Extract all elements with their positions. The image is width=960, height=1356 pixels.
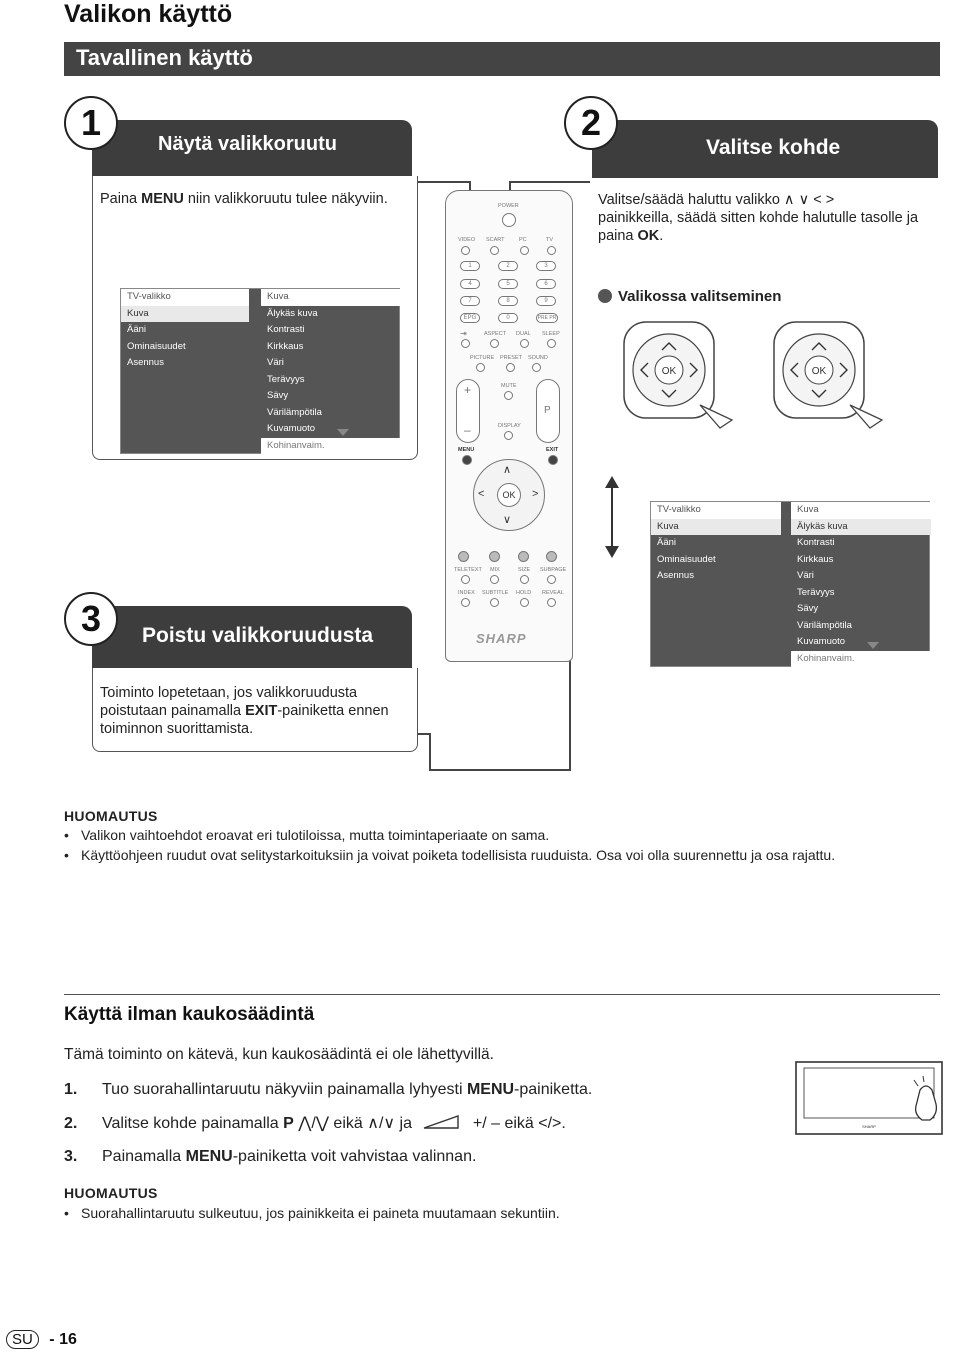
menu-label: MENU xyxy=(458,447,475,453)
digit-button[interactable]: 5 xyxy=(498,279,518,289)
teletext-label: TELETEXT xyxy=(454,567,482,573)
menu-left-column xyxy=(651,502,781,666)
menu-right-item[interactable]: Älykäs kuva xyxy=(791,519,931,536)
digit-button[interactable]: 2 xyxy=(498,261,518,271)
up-arrow-icon: ∧ xyxy=(503,464,512,476)
digit-button[interactable]: 9 xyxy=(536,296,556,306)
exit-label: EXIT xyxy=(546,447,559,453)
note-bullet: • Suorahallintaruutu sulkeutuu, jos painikkeita ei paineta muutamaan sekuntiin. xyxy=(64,1205,560,1221)
bullet-dot-icon xyxy=(598,289,612,303)
menu-left-item[interactable]: Kuva xyxy=(651,519,781,536)
menu-right-item[interactable]: Terävyys xyxy=(267,373,305,385)
digit-button[interactable]: 7 xyxy=(460,296,480,306)
color-button[interactable] xyxy=(489,551,500,562)
page-footer xyxy=(6,1330,77,1349)
page-title: Valikon käyttö xyxy=(64,0,233,28)
section-heading: Käyttä ilman kaukosäädintä xyxy=(64,1004,315,1025)
volume-wedge-icon xyxy=(422,1114,462,1130)
dual-button[interactable] xyxy=(520,339,529,348)
step1-number: 1 xyxy=(64,96,118,150)
reveal-label: REVEAL xyxy=(542,590,564,596)
size-label: SIZE xyxy=(518,567,531,573)
language-badge: SU xyxy=(6,1330,39,1349)
subtitle-button[interactable] xyxy=(490,598,499,607)
section-intro: Tämä toiminto on kätevä, kun kaukosäädintä ei ole lähettyvillä. xyxy=(64,1046,494,1063)
menu-right-item[interactable]: Kohinanvaim. xyxy=(791,651,931,668)
menu-left-item[interactable]: Ääni xyxy=(657,537,677,548)
step3-title: Poistu valikkoruudusta xyxy=(142,624,374,647)
menu-right-item[interactable]: Kirkkaus xyxy=(797,553,834,565)
input-label: VIDEO xyxy=(458,237,476,243)
preset-button[interactable] xyxy=(506,363,515,372)
menu-right-item[interactable]: Kuvamuoto xyxy=(797,636,846,647)
dual-label: DUAL xyxy=(516,331,531,337)
menu-left-item[interactable]: Ominaisuudet xyxy=(127,340,186,352)
menu-left-item[interactable]: Ominaisuudet xyxy=(657,553,716,565)
menu-screen-2 xyxy=(650,501,930,667)
scroll-down-icon xyxy=(337,429,349,436)
ok-button[interactable]: OK xyxy=(497,483,521,507)
svg-text:OK: OK xyxy=(661,366,677,377)
step2-header xyxy=(592,120,938,178)
hold-button[interactable] xyxy=(520,598,529,607)
note-title: HUOMAUTUS xyxy=(64,808,158,824)
sleep-label: SLEEP xyxy=(542,331,560,337)
step3-header xyxy=(92,606,412,668)
menu-right-item[interactable]: Terävyys xyxy=(797,586,835,598)
menu-right-item[interactable]: Sävy xyxy=(797,603,819,614)
picture-button[interactable] xyxy=(476,363,485,372)
svg-text:SHARP: SHARP xyxy=(862,1124,876,1129)
menu-left-item[interactable]: Kuva xyxy=(121,306,249,323)
index-label: INDEX xyxy=(458,590,475,596)
menu-right-item[interactable]: Väri xyxy=(797,570,814,581)
sound-label: SOUND xyxy=(528,355,548,361)
section-divider xyxy=(64,994,940,995)
dpad-icon xyxy=(624,322,732,428)
menu-left-header: TV-valikko xyxy=(651,502,781,519)
dpad-icon xyxy=(774,322,882,428)
input-button[interactable] xyxy=(490,246,499,255)
picture-label: PICTURE xyxy=(470,355,495,361)
digit-button[interactable]: 1 xyxy=(460,261,480,271)
tv-illustration xyxy=(792,1060,960,1140)
step1-header xyxy=(92,120,412,176)
subtitle-label: SUBTITLE xyxy=(482,590,509,596)
menu-right-item[interactable]: Kohinanvaim. xyxy=(261,438,401,455)
menu-right-item[interactable]: Kontrasti xyxy=(797,537,835,548)
volume-minus-icon: – xyxy=(464,423,471,437)
menu-right-item[interactable]: Kontrasti xyxy=(267,324,305,335)
down-arrow-icon: ∨ xyxy=(503,514,512,526)
menu-right-header: Kuva xyxy=(791,502,931,519)
page-number: - 16 xyxy=(49,1331,77,1348)
exit-button[interactable] xyxy=(548,455,558,465)
digit-button[interactable]: 4 xyxy=(460,279,480,289)
reveal-button[interactable] xyxy=(547,598,556,607)
menu-right-item[interactable]: Älykäs kuva xyxy=(267,307,318,319)
color-button[interactable] xyxy=(458,551,469,562)
dpad-illustrations xyxy=(620,320,930,430)
menu-right-column xyxy=(261,289,401,453)
subpage-label: SUBPAGE xyxy=(540,567,567,573)
step2-subheading: Valikossa valitseminen xyxy=(618,288,782,305)
section-title-bar: Tavallinen käyttö xyxy=(64,42,940,76)
scroll-down-icon xyxy=(867,642,879,649)
note-title: HUOMAUTUS xyxy=(64,1185,158,1201)
digit-button[interactable]: 3 xyxy=(536,261,556,271)
color-button[interactable] xyxy=(518,551,529,562)
mute-button[interactable] xyxy=(504,391,513,400)
note-bullet: • Valikon vaihtoehdot eroavat eri tulotiloissa, mutta toimintaperiaate on sama. xyxy=(64,827,549,843)
digit-button[interactable]: 8 xyxy=(498,296,518,306)
power-label: POWER xyxy=(498,203,519,209)
size-button[interactable] xyxy=(520,575,529,584)
menu-button[interactable] xyxy=(462,455,472,465)
mix-label: MIX xyxy=(490,567,500,573)
display-label: DISPLAY xyxy=(498,423,521,429)
input-button[interactable] xyxy=(547,246,556,255)
step-item: 2. Valitse kohde painamalla P ⋀/⋁ eikä ∧/∨ ja +/ – eikä </>. xyxy=(64,1115,566,1132)
menu-left-item[interactable]: Asennus xyxy=(657,570,694,581)
color-button[interactable] xyxy=(546,551,557,562)
aspect-label: ASPECT xyxy=(484,331,507,337)
menu-left-item[interactable]: Ääni xyxy=(127,324,147,335)
mute-label: MUTE xyxy=(501,383,517,389)
preset-label: PRESET xyxy=(500,355,523,361)
sleep-button[interactable] xyxy=(547,339,556,348)
epg-button[interactable]: EPG xyxy=(460,313,480,323)
note-bullet: • Käyttöohjeen ruudut ovat selitystarkoituksiin ja voivat poiketa todellisista ruuduista. Osa voi olla suurennettu ja osa rajattu. xyxy=(64,847,835,863)
step-item: 3. Painamalla MENU-painiketta voit vahvistaa valinnan. xyxy=(64,1148,477,1165)
menu-right-column xyxy=(791,502,931,666)
menu-right-item[interactable]: Värilämpötila xyxy=(267,406,322,418)
digit-button[interactable]: 0 xyxy=(498,313,518,323)
sound-button[interactable] xyxy=(532,363,541,372)
remote-control xyxy=(445,190,573,662)
input-label: SCART xyxy=(486,237,505,243)
step2-title: Valitse kohde xyxy=(706,136,841,159)
teletext-button[interactable] xyxy=(461,575,470,584)
hold-label: HOLD xyxy=(516,590,532,596)
menu-right-item[interactable]: Kirkkaus xyxy=(267,340,304,352)
input-label: PC xyxy=(519,237,527,243)
left-arrow-icon: < xyxy=(478,488,485,500)
input-label: TV xyxy=(546,237,554,243)
pre-pr-button[interactable]: PRE PR xyxy=(537,315,557,321)
menu-right-item[interactable]: Sävy xyxy=(267,390,289,401)
brand-logo: SHARP xyxy=(476,631,527,646)
source-button[interactable] xyxy=(461,339,470,348)
right-arrow-icon: > xyxy=(532,488,539,500)
power-button[interactable] xyxy=(502,213,516,227)
subpage-button[interactable] xyxy=(547,575,556,584)
menu-right-item[interactable]: Väri xyxy=(267,357,284,368)
menu-right-item[interactable]: Värilämpötila xyxy=(797,619,852,631)
step2-number: 2 xyxy=(564,96,618,150)
step1-title: Näytä valikkoruutu xyxy=(158,133,337,155)
menu-left-column xyxy=(121,289,249,453)
menu-left-header: TV-valikko xyxy=(121,289,249,306)
menu-left-item[interactable]: Asennus xyxy=(127,357,164,368)
channel-p-label: P xyxy=(544,405,551,416)
input-button[interactable] xyxy=(520,246,529,255)
index-button[interactable] xyxy=(461,598,470,607)
menu-screen-1 xyxy=(120,288,400,454)
step3-number: 3 xyxy=(64,592,118,646)
digit-button[interactable]: 6 xyxy=(536,279,556,289)
mix-button[interactable] xyxy=(490,575,499,584)
step3-instruction: Toiminto lopetetaan, jos valikkoruudusta poistutaan painamalla EXIT-painiketta ennen toiminnon suorittamista. xyxy=(100,685,389,737)
svg-text:OK: OK xyxy=(811,366,827,377)
menu-right-header: Kuva xyxy=(261,289,401,306)
input-source-icon: ⇥ xyxy=(460,329,467,338)
step2-instruction: Valitse/säädä haluttu valikko ∧ ∨ < > painikkeilla, säädä sitten kohde halutulle tasolle ja paina OK. xyxy=(598,192,919,244)
aspect-button[interactable] xyxy=(490,339,499,348)
step-item: 1. Tuo suorahallintaruutu näkyviin painamalla lyhyesti MENU-painiketta. xyxy=(64,1081,593,1098)
volume-plus-icon: + xyxy=(464,383,472,397)
menu-right-item[interactable]: Kuvamuoto xyxy=(267,423,316,434)
display-button[interactable] xyxy=(504,431,513,440)
input-button[interactable] xyxy=(461,246,470,255)
step1-instruction: Paina MENU niin valikkoruutu tulee näkyviin. xyxy=(100,191,388,207)
